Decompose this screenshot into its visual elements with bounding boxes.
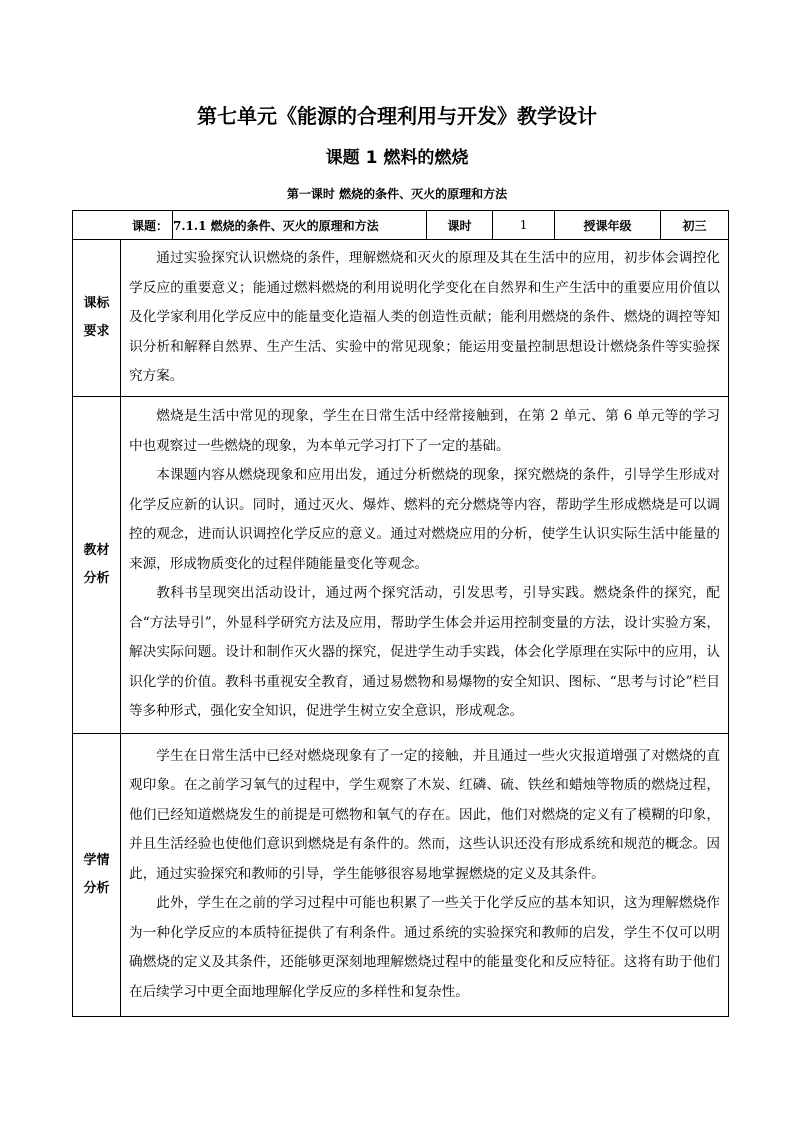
- period-value: 1: [493, 211, 555, 240]
- section-content: [121, 396, 729, 733]
- document-title: 第七单元《能源的合理利用与开发》教学设计: [197, 104, 597, 128]
- grade-value: 初三: [661, 211, 729, 240]
- paragraph: 本课题内容从燃烧现象和应用出发，通过分析燃烧的现象，探究燃烧的条件，引导学生形成对化学反应新的认识。同时，通过灭火、爆炸、燃料的充分燃烧等内容，帮助学生形成燃烧是可以调控的观念，进而认识调控化学反应的意义。通过对燃烧应用的分析，使学生认识实际生活中能量的来源，形成物质变化的过程伴随能量变化等观念。: [129, 467, 721, 572]
- paragraph: 此外，学生在之前的学习过程中可能也积累了一些关于化学反应的基本知识，这为理解燃烧作为一种化学反应的本质特征提供了有利条件。通过系统的实验探究和教师的启发，学生不仅可以明确燃烧的定义及其条件，还能够更深刻地理解燃烧过程中的能量变化和反应特征。这将有助于他们在后续学习中更全面地理解化学反应的多样性和复杂性。: [129, 895, 721, 1000]
- topic-value: 7.1.1 燃烧的条件、灭火的原理和方法: [173, 211, 427, 240]
- section-row-standards: [73, 240, 729, 397]
- section-label: 学情 分析: [73, 733, 121, 1016]
- topic-label: 课题：: [73, 211, 173, 240]
- document-subtitle: 课题 1 燃料的燃烧: [325, 148, 469, 168]
- paragraph: 学生在日常生活中已经对燃烧现象有了一定的接触，并且通过一些火灾报道增强了对燃烧的直观印象。在之前学习氧气的过程中，学生观察了木炭、红磷、硫、铁丝和蜡烛等物质的燃烧过程，他们已经知道燃烧发生的前提是可燃物和氧气的存在。因此，他们对燃烧的定义有了模糊的印象，并且生活经验也使他们意识到燃烧是有条件的。然而，这些认识还没有形成系统和规范的概念。因此，通过实验探究和教师的引导，学生能够很容易地掌握燃烧的定义及其条件。: [129, 747, 721, 882]
- header-row: [73, 211, 729, 240]
- section-content: [121, 733, 729, 1016]
- period-label: 课时: [427, 211, 493, 240]
- section-row-material: [73, 396, 729, 733]
- paragraph: 燃烧是生活中常见的现象，学生在日常生活中经常接触到，在第 2 单元、第 6 单元等的学习中也观察过一些燃烧的现象，为本单元学习打下了一定的基础。: [129, 408, 721, 454]
- paragraph: 通过实验探究认识燃烧的条件，理解燃烧和灭火的原理及其在生活中的应用，初步体会调控化学反应的重要意义；能通过燃料燃烧的利用说明化学变化在自然界和生产生活中的重要应用价值以及化学家利用化学反应中的能量变化造福人类的创造性贡献；能利用燃烧的条件、燃烧的调控等知识分析和解释自然界、生产生活、实验中的常见现象；能运用变量控制思想设计燃烧条件等实验探究方案。: [129, 250, 721, 384]
- lesson-title: 第一课时 燃烧的条件、灭火的原理和方法: [286, 187, 508, 201]
- section-label: 教材 分析: [73, 396, 121, 733]
- grade-label: 授课年级: [555, 211, 661, 240]
- section-content: [121, 240, 729, 397]
- section-label: 课标 要求: [73, 240, 121, 397]
- section-row-students: [73, 733, 729, 1016]
- paragraph: 教科书呈现突出活动设计，通过两个探究活动，引发思考，引导实践。燃烧条件的探究，配合“方法导引”，外显科学研究方法及应用，帮助学生体会并运用控制变量的方法，设计实验方案，解决实际问题。设计和制作灭火器的探究，促进学生动手实践，体会化学原理在实际中的应用，认识化学的价值。教科书重视安全教育，通过易燃物和易爆物的安全知识、图标、“思考与讨论”栏目等多种形式，强化安全知识，促进学生树立安全意识，形成观念。: [129, 585, 721, 720]
- lesson-plan-table: [72, 210, 729, 1017]
